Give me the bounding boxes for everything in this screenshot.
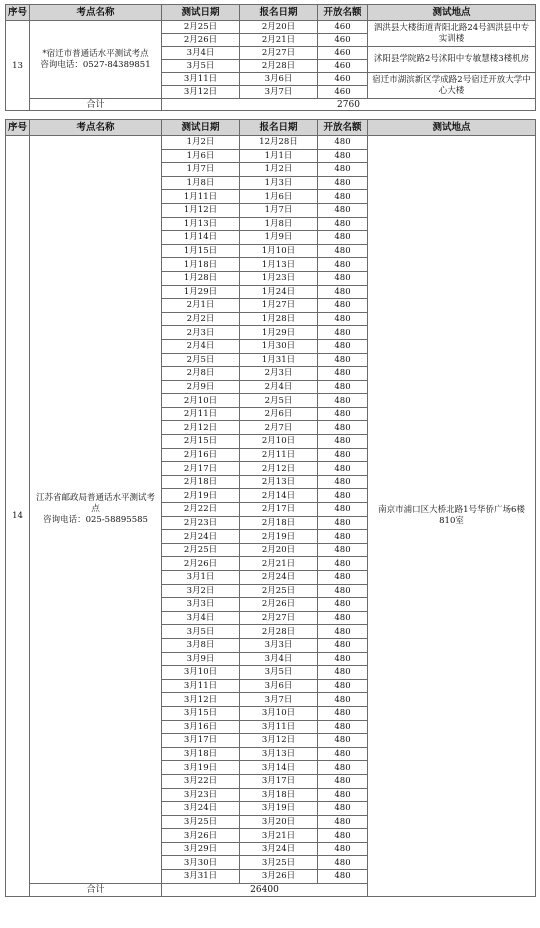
- test-date: 2月10日: [162, 394, 240, 408]
- reg-date: 1月27日: [240, 299, 318, 313]
- reg-date: 1月31日: [240, 353, 318, 367]
- test-date: 1月14日: [162, 231, 240, 245]
- reg-date: 2月7日: [240, 421, 318, 435]
- test-date: 3月31日: [162, 870, 240, 884]
- test-date: 3月24日: [162, 802, 240, 816]
- reg-date: 2月27日: [240, 47, 318, 60]
- quota: 480: [318, 747, 368, 761]
- test-date: 2月5日: [162, 353, 240, 367]
- quota: 480: [318, 571, 368, 585]
- test-location: 宿迁市湖滨新区学成路2号宿迁开放大学中心大楼: [368, 73, 536, 99]
- header-test-date: 测试日期: [162, 120, 240, 136]
- header-reg-date: 报名日期: [240, 5, 318, 21]
- reg-date: 3月17日: [240, 774, 318, 788]
- quota: 480: [318, 815, 368, 829]
- reg-date: 2月13日: [240, 475, 318, 489]
- quota: 480: [318, 407, 368, 421]
- header-test-date: 测试日期: [162, 5, 240, 21]
- reg-date: 1月2日: [240, 163, 318, 177]
- quota: 480: [318, 203, 368, 217]
- quota: 480: [318, 244, 368, 258]
- test-date: 2月4日: [162, 339, 240, 353]
- quota: 480: [318, 693, 368, 707]
- test-date: 3月25日: [162, 815, 240, 829]
- test-date: 3月30日: [162, 856, 240, 870]
- reg-date: 1月8日: [240, 217, 318, 231]
- reg-date: 3月10日: [240, 706, 318, 720]
- test-date: 3月16日: [162, 720, 240, 734]
- quota: 480: [318, 231, 368, 245]
- test-date: 3月23日: [162, 788, 240, 802]
- header-quota: 开放名额: [318, 5, 368, 21]
- test-date: 1月7日: [162, 163, 240, 177]
- quota: 480: [318, 557, 368, 571]
- test-date: 1月18日: [162, 258, 240, 272]
- quota: 480: [318, 462, 368, 476]
- quota: 480: [318, 870, 368, 884]
- reg-date: 1月13日: [240, 258, 318, 272]
- test-date: 3月2日: [162, 584, 240, 598]
- test-date: 1月2日: [162, 136, 240, 150]
- quota: 480: [318, 258, 368, 272]
- test-date: 2月19日: [162, 489, 240, 503]
- quota: 480: [318, 367, 368, 381]
- test-date: 1月28日: [162, 271, 240, 285]
- test-date: 3月9日: [162, 652, 240, 666]
- quota: 480: [318, 217, 368, 231]
- quota: 480: [318, 706, 368, 720]
- reg-date: 3月21日: [240, 829, 318, 843]
- reg-date: 2月4日: [240, 380, 318, 394]
- reg-date: 3月12日: [240, 734, 318, 748]
- quota: 480: [318, 611, 368, 625]
- site-name: *宿迁市普通话水平测试考点: [42, 48, 149, 59]
- header-site-name: 考点名称: [30, 120, 162, 136]
- quota: 480: [318, 190, 368, 204]
- test-date: 3月5日: [162, 625, 240, 639]
- reg-date: 2月14日: [240, 489, 318, 503]
- test-date: 1月12日: [162, 203, 240, 217]
- reg-date: 1月7日: [240, 203, 318, 217]
- quota: 480: [318, 435, 368, 449]
- reg-date: 2月17日: [240, 503, 318, 517]
- site-13-table: [5, 4, 536, 111]
- quota: 480: [318, 530, 368, 544]
- test-date: 3月17日: [162, 734, 240, 748]
- reg-date: 12月28日: [240, 136, 318, 150]
- header-seq: 序号: [6, 120, 30, 136]
- header-location: 测试地点: [368, 5, 536, 21]
- test-date: 2月9日: [162, 380, 240, 394]
- quota: 480: [318, 149, 368, 163]
- quota: 480: [318, 448, 368, 462]
- test-date: 3月4日: [162, 611, 240, 625]
- test-date: 3月8日: [162, 638, 240, 652]
- reg-date: 3月6日: [240, 73, 318, 86]
- quota: 480: [318, 326, 368, 340]
- quota: 480: [318, 625, 368, 639]
- quota: 480: [318, 339, 368, 353]
- test-date: 3月19日: [162, 761, 240, 775]
- reg-date: 2月24日: [240, 571, 318, 585]
- test-date: 3月18日: [162, 747, 240, 761]
- reg-date: 1月30日: [240, 339, 318, 353]
- site-name-cell: [30, 21, 162, 99]
- quota: 460: [318, 21, 368, 34]
- reg-date: 2月5日: [240, 394, 318, 408]
- total-label: 合计: [30, 99, 162, 111]
- test-date: 2月18日: [162, 475, 240, 489]
- quota: 480: [318, 829, 368, 843]
- reg-date: 2月10日: [240, 435, 318, 449]
- test-date: 2月23日: [162, 516, 240, 530]
- reg-date: 2月21日: [240, 34, 318, 47]
- test-date: 2月2日: [162, 312, 240, 326]
- header-row: [6, 120, 536, 136]
- reg-date: 1月3日: [240, 176, 318, 190]
- header-row: [6, 5, 536, 21]
- total-value: 2760: [162, 99, 536, 111]
- quota: 480: [318, 312, 368, 326]
- test-location: 沭阳县学院路2号沭阳中专敏慧楼3楼机房: [368, 47, 536, 73]
- reg-date: 1月29日: [240, 326, 318, 340]
- site-phone: 咨询电话：0527-84389851: [40, 59, 151, 70]
- reg-date: 1月9日: [240, 231, 318, 245]
- reg-date: 2月11日: [240, 448, 318, 462]
- header-location: 测试地点: [368, 120, 536, 136]
- quota: 480: [318, 136, 368, 150]
- test-date: 3月12日: [162, 693, 240, 707]
- test-date: 3月11日: [162, 679, 240, 693]
- test-date: 2月8日: [162, 367, 240, 381]
- header-quota: 开放名额: [318, 120, 368, 136]
- reg-date: 3月26日: [240, 870, 318, 884]
- quota: 480: [318, 638, 368, 652]
- test-date: 2月3日: [162, 326, 240, 340]
- test-date: 2月25日: [162, 543, 240, 557]
- quota: 480: [318, 666, 368, 680]
- reg-date: 3月5日: [240, 666, 318, 680]
- test-date: 3月15日: [162, 706, 240, 720]
- reg-date: 3月3日: [240, 638, 318, 652]
- test-date: 3月12日: [162, 86, 240, 99]
- test-location: 泗洪县大楼街道青阳北路24号泗洪县中专实训楼: [368, 21, 536, 47]
- test-date: 2月24日: [162, 530, 240, 544]
- test-date: 2月22日: [162, 503, 240, 517]
- table-row: [6, 136, 536, 150]
- quota: 460: [318, 86, 368, 99]
- quota: 480: [318, 543, 368, 557]
- quota: 480: [318, 856, 368, 870]
- quota: 480: [318, 353, 368, 367]
- quota: 480: [318, 720, 368, 734]
- quota: 480: [318, 788, 368, 802]
- header-site-name: 考点名称: [30, 5, 162, 21]
- reg-date: 2月19日: [240, 530, 318, 544]
- quota: 480: [318, 176, 368, 190]
- quota: 480: [318, 842, 368, 856]
- reg-date: 3月20日: [240, 815, 318, 829]
- total-row: [6, 99, 536, 111]
- test-date: 1月8日: [162, 176, 240, 190]
- reg-date: 2月28日: [240, 625, 318, 639]
- quota: 480: [318, 652, 368, 666]
- quota: 460: [318, 34, 368, 47]
- header-seq: 序号: [6, 5, 30, 21]
- reg-date: 1月23日: [240, 271, 318, 285]
- quota: 480: [318, 475, 368, 489]
- reg-date: 3月18日: [240, 788, 318, 802]
- reg-date: 1月6日: [240, 190, 318, 204]
- test-date: 3月3日: [162, 598, 240, 612]
- quota: 480: [318, 299, 368, 313]
- quota: 480: [318, 489, 368, 503]
- reg-date: 2月27日: [240, 611, 318, 625]
- reg-date: 2月18日: [240, 516, 318, 530]
- quota: 480: [318, 271, 368, 285]
- test-date: 2月16日: [162, 448, 240, 462]
- test-date: 3月10日: [162, 666, 240, 680]
- quota: 480: [318, 761, 368, 775]
- table-row: [6, 21, 536, 34]
- test-date: 1月15日: [162, 244, 240, 258]
- reg-date: 3月7日: [240, 693, 318, 707]
- total-label: 合计: [30, 883, 162, 896]
- header-reg-date: 报名日期: [240, 120, 318, 136]
- test-date: 3月4日: [162, 47, 240, 60]
- quota: 460: [318, 47, 368, 60]
- quota: 480: [318, 503, 368, 517]
- reg-date: 2月20日: [240, 543, 318, 557]
- test-date: 3月1日: [162, 571, 240, 585]
- quota: 480: [318, 394, 368, 408]
- quota: 460: [318, 60, 368, 73]
- reg-date: 2月12日: [240, 462, 318, 476]
- test-date: 1月6日: [162, 149, 240, 163]
- reg-date: 1月1日: [240, 149, 318, 163]
- reg-date: 2月3日: [240, 367, 318, 381]
- reg-date: 3月14日: [240, 761, 318, 775]
- reg-date: 3月11日: [240, 720, 318, 734]
- quota: 480: [318, 516, 368, 530]
- site-name: 江苏省邮政局普通话水平测试考点: [35, 492, 155, 514]
- reg-date: 2月20日: [240, 21, 318, 34]
- site-phone: 咨询电话：025-58895585: [43, 514, 148, 525]
- test-date: 1月11日: [162, 190, 240, 204]
- test-location: 南京市浦口区大桥北路1号华侨广场6楼810室: [368, 136, 536, 897]
- reg-date: 2月6日: [240, 407, 318, 421]
- quota: 480: [318, 285, 368, 299]
- reg-date: 1月24日: [240, 285, 318, 299]
- reg-date: 3月25日: [240, 856, 318, 870]
- site-number: 13: [6, 21, 30, 111]
- quota: 480: [318, 380, 368, 394]
- test-date: 2月15日: [162, 435, 240, 449]
- total-value: 26400: [162, 883, 368, 896]
- quota: 480: [318, 584, 368, 598]
- test-date: 3月26日: [162, 829, 240, 843]
- quota: 480: [318, 163, 368, 177]
- site-14-table: [5, 119, 536, 897]
- test-date: 3月5日: [162, 60, 240, 73]
- quota: 480: [318, 774, 368, 788]
- quota: 480: [318, 421, 368, 435]
- quota: 460: [318, 73, 368, 86]
- reg-date: 3月24日: [240, 842, 318, 856]
- reg-date: 3月7日: [240, 86, 318, 99]
- reg-date: 3月6日: [240, 679, 318, 693]
- test-date: 2月26日: [162, 34, 240, 47]
- reg-date: 2月25日: [240, 584, 318, 598]
- test-date: 2月26日: [162, 557, 240, 571]
- test-date: 3月29日: [162, 842, 240, 856]
- test-date: 3月22日: [162, 774, 240, 788]
- site-name-cell: [30, 136, 162, 884]
- reg-date: 2月28日: [240, 60, 318, 73]
- reg-date: 3月19日: [240, 802, 318, 816]
- test-date: 3月11日: [162, 73, 240, 86]
- test-date: 1月13日: [162, 217, 240, 231]
- quota: 480: [318, 802, 368, 816]
- test-date: 2月25日: [162, 21, 240, 34]
- test-date: 1月29日: [162, 285, 240, 299]
- reg-date: 1月10日: [240, 244, 318, 258]
- test-date: 2月11日: [162, 407, 240, 421]
- reg-date: 1月28日: [240, 312, 318, 326]
- test-date: 2月1日: [162, 299, 240, 313]
- reg-date: 2月21日: [240, 557, 318, 571]
- quota: 480: [318, 734, 368, 748]
- reg-date: 3月4日: [240, 652, 318, 666]
- site-number: 14: [6, 136, 30, 897]
- quota: 480: [318, 598, 368, 612]
- test-date: 2月12日: [162, 421, 240, 435]
- quota: 480: [318, 679, 368, 693]
- reg-date: 2月26日: [240, 598, 318, 612]
- reg-date: 3月13日: [240, 747, 318, 761]
- test-date: 2月17日: [162, 462, 240, 476]
